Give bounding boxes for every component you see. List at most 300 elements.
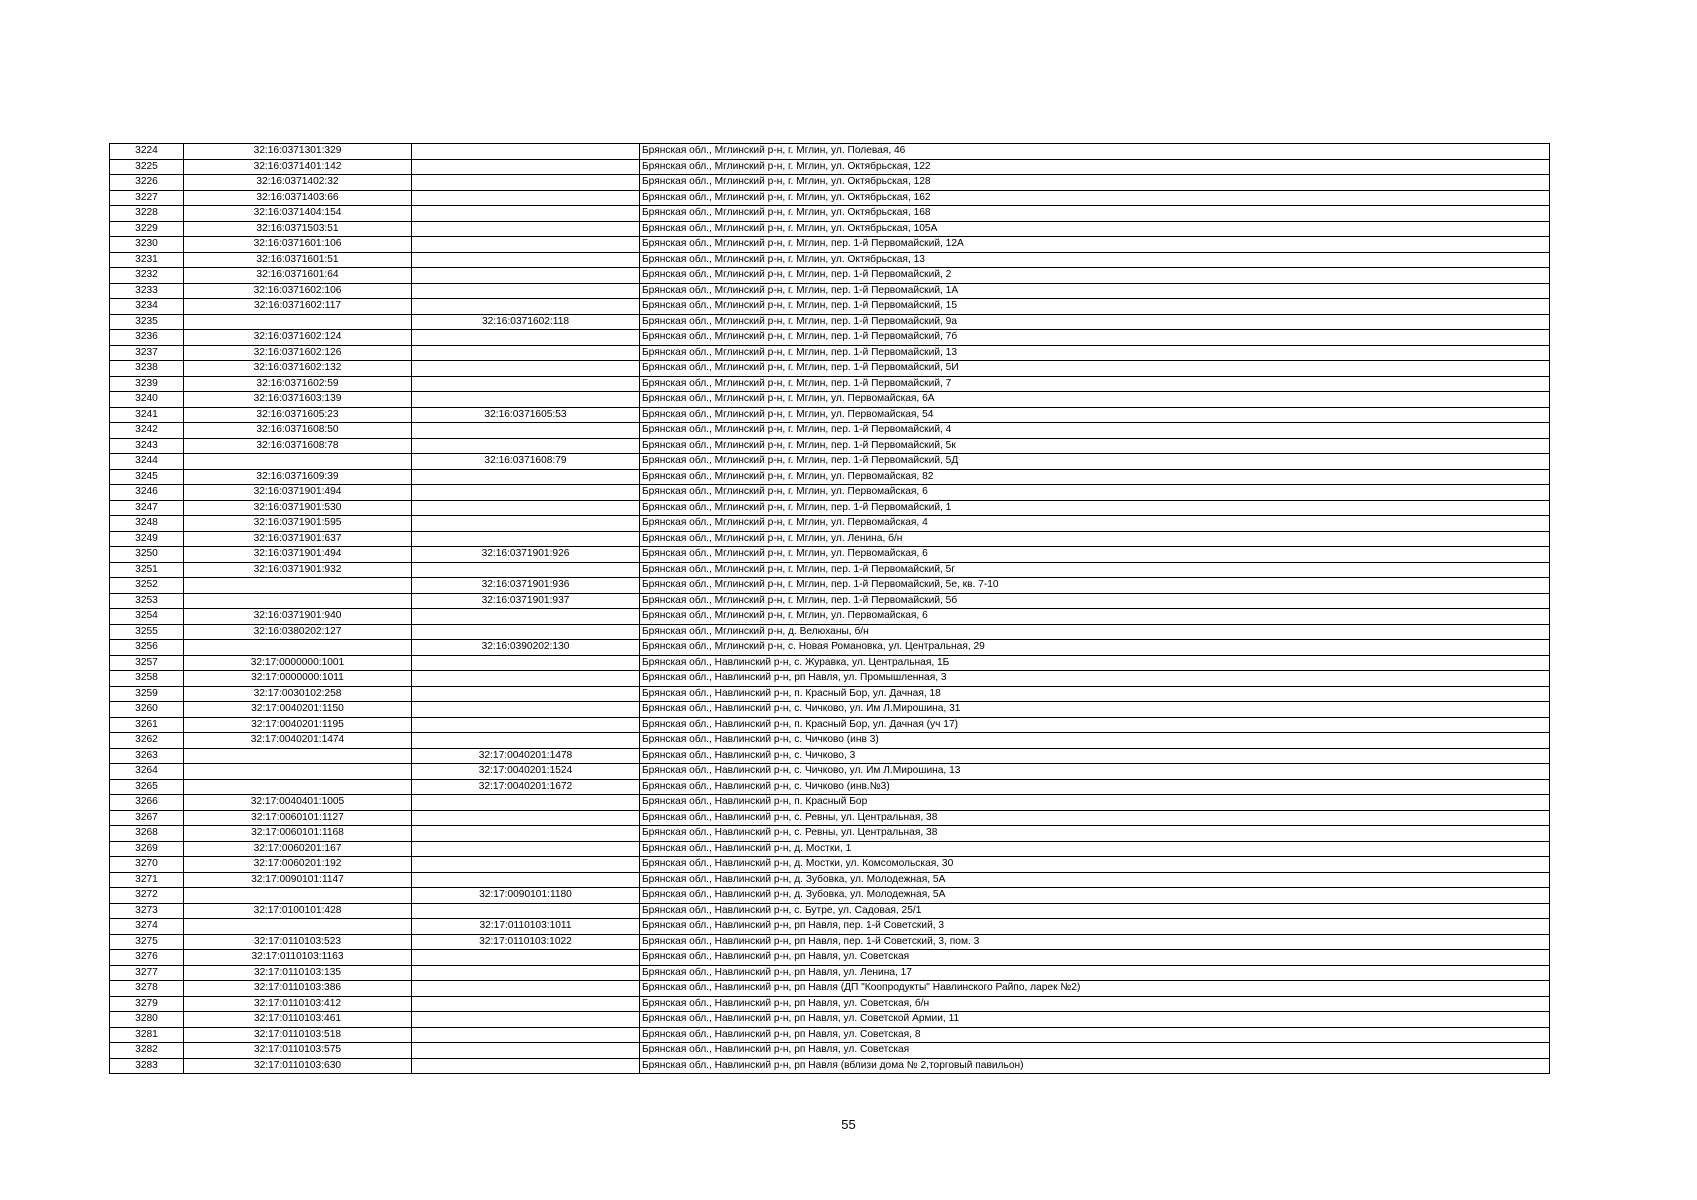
address-cell: Брянская обл., Мглинский р-н, г. Мглин, пер. 1-й Первомайский, 5И bbox=[640, 361, 1550, 377]
cadastral-number-cell bbox=[184, 748, 412, 764]
cadastral-number-cell: 32:17:0090101:1147 bbox=[184, 872, 412, 888]
cadastral-number-cell: 32:17:0110103:518 bbox=[184, 1027, 412, 1043]
related-cadastral-number-cell bbox=[412, 686, 640, 702]
row-number-cell: 3268 bbox=[110, 826, 184, 842]
row-number-cell: 3241 bbox=[110, 407, 184, 423]
row-number-cell: 3273 bbox=[110, 903, 184, 919]
related-cadastral-number-cell: 32:17:0090101:1180 bbox=[412, 888, 640, 904]
related-cadastral-number-cell: 32:17:0040201:1478 bbox=[412, 748, 640, 764]
address-cell: Брянская обл., Навлинский р-н, д. Зубовка, ул. Молодежная, 5А bbox=[640, 872, 1550, 888]
table-row bbox=[110, 376, 1550, 392]
cadastral-number-cell: 32:16:0371601:106 bbox=[184, 237, 412, 253]
row-number-cell: 3243 bbox=[110, 438, 184, 454]
cadastral-number-cell: 32:17:0060201:167 bbox=[184, 841, 412, 857]
row-number-cell: 3279 bbox=[110, 996, 184, 1012]
row-number-cell: 3264 bbox=[110, 764, 184, 780]
address-cell: Брянская обл., Мглинский р-н, г. Мглин, пер. 1-й Первомайский, 5е, кв. 7-10 bbox=[640, 578, 1550, 594]
related-cadastral-number-cell bbox=[412, 144, 640, 160]
address-cell: Брянская обл., Мглинский р-н, д. Велюханы, б/н bbox=[640, 624, 1550, 640]
address-cell: Брянская обл., Мглинский р-н, г. Мглин, ул. Октябрьская, 13 bbox=[640, 252, 1550, 268]
related-cadastral-number-cell bbox=[412, 671, 640, 687]
related-cadastral-number-cell bbox=[412, 981, 640, 997]
cadastral-number-cell: 32:17:0040201:1195 bbox=[184, 717, 412, 733]
cadastral-number-cell: 32:17:0110103:630 bbox=[184, 1058, 412, 1074]
table-row bbox=[110, 609, 1550, 625]
cadastral-number-cell: 32:16:0371402:32 bbox=[184, 175, 412, 191]
address-cell: Брянская обл., Навлинский р-н, рп Навля (ДП "Коопродукты" Навлинского Райпо, ларек №2) bbox=[640, 981, 1550, 997]
row-number-cell: 3277 bbox=[110, 965, 184, 981]
related-cadastral-number-cell bbox=[412, 996, 640, 1012]
related-cadastral-number-cell bbox=[412, 1058, 640, 1074]
table-row bbox=[110, 702, 1550, 718]
address-cell: Брянская обл., Мглинский р-н, г. Мглин, пер. 1-й Первомайский, 5Д bbox=[640, 454, 1550, 470]
row-number-cell: 3280 bbox=[110, 1012, 184, 1028]
cadastral-number-cell: 32:16:0371602:117 bbox=[184, 299, 412, 315]
table-row bbox=[110, 934, 1550, 950]
related-cadastral-number-cell: 32:16:0371901:926 bbox=[412, 547, 640, 563]
address-cell: Брянская обл., Мглинский р-н, г. Мглин, ул. Первомайская, 6 bbox=[640, 609, 1550, 625]
table-row bbox=[110, 237, 1550, 253]
address-cell: Брянская обл., Навлинский р-н, д. Мостки, 1 bbox=[640, 841, 1550, 857]
table-row bbox=[110, 919, 1550, 935]
related-cadastral-number-cell bbox=[412, 1043, 640, 1059]
table-row bbox=[110, 268, 1550, 284]
row-number-cell: 3282 bbox=[110, 1043, 184, 1059]
related-cadastral-number-cell bbox=[412, 857, 640, 873]
address-cell: Брянская обл., Мглинский р-н, г. Мглин, пер. 1-й Первомайский, 7б bbox=[640, 330, 1550, 346]
related-cadastral-number-cell bbox=[412, 795, 640, 811]
table-body bbox=[110, 144, 1550, 1074]
table-row bbox=[110, 469, 1550, 485]
table-row bbox=[110, 624, 1550, 640]
related-cadastral-number-cell bbox=[412, 376, 640, 392]
row-number-cell: 3232 bbox=[110, 268, 184, 284]
address-cell: Брянская обл., Навлинский р-н, с. Бутре, ул. Садовая, 25/1 bbox=[640, 903, 1550, 919]
cadastral-number-cell bbox=[184, 314, 412, 330]
cadastral-number-cell: 32:17:0110103:575 bbox=[184, 1043, 412, 1059]
table-row bbox=[110, 407, 1550, 423]
address-cell: Брянская обл., Навлинский р-н, рп Навля, пер. 1-й Советский, 3 bbox=[640, 919, 1550, 935]
row-number-cell: 3247 bbox=[110, 500, 184, 516]
table-row bbox=[110, 686, 1550, 702]
table-row bbox=[110, 903, 1550, 919]
row-number-cell: 3234 bbox=[110, 299, 184, 315]
address-cell: Брянская обл., Навлинский р-н, д. Зубовка, ул. Молодежная, 5А bbox=[640, 888, 1550, 904]
cadastral-number-cell: 32:16:0371603:139 bbox=[184, 392, 412, 408]
related-cadastral-number-cell bbox=[412, 438, 640, 454]
cadastral-number-cell bbox=[184, 764, 412, 780]
row-number-cell: 3276 bbox=[110, 950, 184, 966]
related-cadastral-number-cell: 32:16:0371608:79 bbox=[412, 454, 640, 470]
related-cadastral-number-cell bbox=[412, 841, 640, 857]
cadastral-number-cell: 32:16:0371602:126 bbox=[184, 345, 412, 361]
address-cell: Брянская обл., Навлинский р-н, п. Красный Бор bbox=[640, 795, 1550, 811]
table-row bbox=[110, 361, 1550, 377]
table-row bbox=[110, 764, 1550, 780]
address-cell: Брянская обл., Навлинский р-н, с. Журавка, ул. Центральная, 1Б bbox=[640, 655, 1550, 671]
table-row bbox=[110, 562, 1550, 578]
related-cadastral-number-cell bbox=[412, 299, 640, 315]
row-number-cell: 3228 bbox=[110, 206, 184, 222]
table-row bbox=[110, 500, 1550, 516]
row-number-cell: 3244 bbox=[110, 454, 184, 470]
address-cell: Брянская обл., Мглинский р-н, с. Новая Романовка, ул. Центральная, 29 bbox=[640, 640, 1550, 656]
address-cell: Брянская обл., Навлинский р-н, рп Навля, ул. Советская bbox=[640, 950, 1550, 966]
address-cell: Брянская обл., Навлинский р-н, п. Красный Бор, ул. Дачная (уч 17) bbox=[640, 717, 1550, 733]
table-row bbox=[110, 392, 1550, 408]
address-cell: Брянская обл., Навлинский р-н, рп Навля, ул. Советская, б/н bbox=[640, 996, 1550, 1012]
related-cadastral-number-cell bbox=[412, 345, 640, 361]
address-cell: Брянская обл., Мглинский р-н, г. Мглин, ул. Ленина, б/н bbox=[640, 531, 1550, 547]
table-row bbox=[110, 826, 1550, 842]
table-row bbox=[110, 516, 1550, 532]
related-cadastral-number-cell bbox=[412, 423, 640, 439]
table-row bbox=[110, 578, 1550, 594]
row-number-cell: 3256 bbox=[110, 640, 184, 656]
cadastral-number-cell: 32:16:0371602:132 bbox=[184, 361, 412, 377]
cadastral-number-cell: 32:17:0110103:1163 bbox=[184, 950, 412, 966]
related-cadastral-number-cell bbox=[412, 717, 640, 733]
address-cell: Брянская обл., Навлинский р-н, рп Навля, ул. Ленина, 17 bbox=[640, 965, 1550, 981]
cadastral-number-cell: 32:16:0371301:329 bbox=[184, 144, 412, 160]
table-row bbox=[110, 345, 1550, 361]
related-cadastral-number-cell bbox=[412, 702, 640, 718]
table-row bbox=[110, 779, 1550, 795]
related-cadastral-number-cell bbox=[412, 733, 640, 749]
page-number: 55 bbox=[841, 1117, 856, 1132]
row-number-cell: 3283 bbox=[110, 1058, 184, 1074]
cadastral-number-cell: 32:17:0110103:461 bbox=[184, 1012, 412, 1028]
row-number-cell: 3261 bbox=[110, 717, 184, 733]
row-number-cell: 3230 bbox=[110, 237, 184, 253]
table-row bbox=[110, 1027, 1550, 1043]
related-cadastral-number-cell: 32:17:0110103:1022 bbox=[412, 934, 640, 950]
cadastral-number-cell bbox=[184, 888, 412, 904]
row-number-cell: 3258 bbox=[110, 671, 184, 687]
address-cell: Брянская обл., Мглинский р-н, г. Мглин, пер. 1-й Первомайский, 5б bbox=[640, 593, 1550, 609]
row-number-cell: 3233 bbox=[110, 283, 184, 299]
related-cadastral-number-cell bbox=[412, 392, 640, 408]
row-number-cell: 3263 bbox=[110, 748, 184, 764]
cadastral-number-cell: 32:17:0040201:1474 bbox=[184, 733, 412, 749]
row-number-cell: 3270 bbox=[110, 857, 184, 873]
cadastral-number-cell: 32:16:0371602:124 bbox=[184, 330, 412, 346]
related-cadastral-number-cell bbox=[412, 237, 640, 253]
row-number-cell: 3236 bbox=[110, 330, 184, 346]
address-cell: Брянская обл., Мглинский р-н, г. Мглин, пер. 1-й Первомайский, 1А bbox=[640, 283, 1550, 299]
row-number-cell: 3262 bbox=[110, 733, 184, 749]
row-number-cell: 3249 bbox=[110, 531, 184, 547]
row-number-cell: 3252 bbox=[110, 578, 184, 594]
cadastral-number-cell: 32:17:0060101:1127 bbox=[184, 810, 412, 826]
related-cadastral-number-cell bbox=[412, 268, 640, 284]
cadastral-number-cell bbox=[184, 919, 412, 935]
address-cell: Брянская обл., Мглинский р-н, г. Мглин, ул. Первомайская, 82 bbox=[640, 469, 1550, 485]
address-cell: Брянская обл., Навлинский р-н, рп Навля (вблизи дома № 2,торговый павильон) bbox=[640, 1058, 1550, 1074]
address-cell: Брянская обл., Мглинский р-н, г. Мглин, пер. 1-й Первомайский, 4 bbox=[640, 423, 1550, 439]
related-cadastral-number-cell: 32:16:0371602:118 bbox=[412, 314, 640, 330]
table-row bbox=[110, 547, 1550, 563]
table-row bbox=[110, 996, 1550, 1012]
row-number-cell: 3239 bbox=[110, 376, 184, 392]
address-cell: Брянская обл., Мглинский р-н, г. Мглин, пер. 1-й Первомайский, 15 bbox=[640, 299, 1550, 315]
related-cadastral-number-cell bbox=[412, 500, 640, 516]
row-number-cell: 3266 bbox=[110, 795, 184, 811]
table-row bbox=[110, 748, 1550, 764]
table-row bbox=[110, 454, 1550, 470]
table-row bbox=[110, 655, 1550, 671]
table-row bbox=[110, 965, 1550, 981]
row-number-cell: 3250 bbox=[110, 547, 184, 563]
table-row bbox=[110, 314, 1550, 330]
address-cell: Брянская обл., Навлинский р-н, с. Чичково (инв.№3) bbox=[640, 779, 1550, 795]
related-cadastral-number-cell bbox=[412, 361, 640, 377]
row-number-cell: 3246 bbox=[110, 485, 184, 501]
related-cadastral-number-cell bbox=[412, 283, 640, 299]
row-number-cell: 3272 bbox=[110, 888, 184, 904]
row-number-cell: 3242 bbox=[110, 423, 184, 439]
table-row bbox=[110, 206, 1550, 222]
related-cadastral-number-cell: 32:17:0110103:1011 bbox=[412, 919, 640, 935]
related-cadastral-number-cell bbox=[412, 826, 640, 842]
cadastral-number-cell: 32:16:0371901:494 bbox=[184, 485, 412, 501]
cadastral-number-cell: 32:16:0371601:64 bbox=[184, 268, 412, 284]
address-cell: Брянская обл., Мглинский р-н, г. Мглин, пер. 1-й Первомайский, 7 bbox=[640, 376, 1550, 392]
row-number-cell: 3237 bbox=[110, 345, 184, 361]
table-row bbox=[110, 1058, 1550, 1074]
row-number-cell: 3267 bbox=[110, 810, 184, 826]
row-number-cell: 3251 bbox=[110, 562, 184, 578]
row-number-cell: 3269 bbox=[110, 841, 184, 857]
table-row bbox=[110, 795, 1550, 811]
address-cell: Брянская обл., Мглинский р-н, г. Мглин, ул. Октябрьская, 128 bbox=[640, 175, 1550, 191]
cadastral-number-cell: 32:16:0371403:66 bbox=[184, 190, 412, 206]
table-row bbox=[110, 531, 1550, 547]
address-cell: Брянская обл., Мглинский р-н, г. Мглин, пер. 1-й Первомайский, 9а bbox=[640, 314, 1550, 330]
cadastral-number-cell: 32:16:0371404:154 bbox=[184, 206, 412, 222]
row-number-cell: 3275 bbox=[110, 934, 184, 950]
cadastral-number-cell: 32:17:0110103:523 bbox=[184, 934, 412, 950]
related-cadastral-number-cell: 32:16:0371901:936 bbox=[412, 578, 640, 594]
address-cell: Брянская обл., Мглинский р-н, г. Мглин, ул. Первомайская, 6 bbox=[640, 547, 1550, 563]
table-row bbox=[110, 593, 1550, 609]
row-number-cell: 3240 bbox=[110, 392, 184, 408]
row-number-cell: 3278 bbox=[110, 981, 184, 997]
table-row bbox=[110, 1012, 1550, 1028]
address-cell: Брянская обл., Навлинский р-н, рп Навля, пер. 1-й Советский, 3, пом. 3 bbox=[640, 934, 1550, 950]
related-cadastral-number-cell bbox=[412, 965, 640, 981]
table-row bbox=[110, 438, 1550, 454]
row-number-cell: 3281 bbox=[110, 1027, 184, 1043]
table-row bbox=[110, 221, 1550, 237]
cadastral-number-cell: 32:16:0371601:51 bbox=[184, 252, 412, 268]
row-number-cell: 3231 bbox=[110, 252, 184, 268]
address-cell: Брянская обл., Мглинский р-н, г. Мглин, ул. Октябрьская, 122 bbox=[640, 159, 1550, 175]
table-row bbox=[110, 299, 1550, 315]
address-cell: Брянская обл., Мглинский р-н, г. Мглин, ул. Октябрьская, 105А bbox=[640, 221, 1550, 237]
address-cell: Брянская обл., Мглинский р-н, г. Мглин, пер. 1-й Первомайский, 1 bbox=[640, 500, 1550, 516]
cadastral-number-cell: 32:17:0110103:412 bbox=[184, 996, 412, 1012]
cadastral-number-cell: 32:16:0371608:50 bbox=[184, 423, 412, 439]
address-cell: Брянская обл., Навлинский р-н, с. Чичково, ул. Им Л.Мирошина, 31 bbox=[640, 702, 1550, 718]
row-number-cell: 3260 bbox=[110, 702, 184, 718]
cadastral-number-cell: 32:16:0371901:530 bbox=[184, 500, 412, 516]
address-cell: Брянская обл., Мглинский р-н, г. Мглин, пер. 1-й Первомайский, 5к bbox=[640, 438, 1550, 454]
table-row bbox=[110, 423, 1550, 439]
table-row bbox=[110, 810, 1550, 826]
cadastral-number-cell bbox=[184, 593, 412, 609]
cadastral-number-cell bbox=[184, 578, 412, 594]
table-row bbox=[110, 175, 1550, 191]
row-number-cell: 3248 bbox=[110, 516, 184, 532]
address-cell: Брянская обл., Навлинский р-н, рп Навля, ул. Советская bbox=[640, 1043, 1550, 1059]
address-cell: Брянская обл., Мглинский р-н, г. Мглин, ул. Первомайская, 4 bbox=[640, 516, 1550, 532]
related-cadastral-number-cell bbox=[412, 624, 640, 640]
cadastral-number-cell bbox=[184, 779, 412, 795]
related-cadastral-number-cell bbox=[412, 469, 640, 485]
address-cell: Брянская обл., Навлинский р-н, с. Ревны, ул. Центральная, 38 bbox=[640, 826, 1550, 842]
related-cadastral-number-cell: 32:17:0040201:1672 bbox=[412, 779, 640, 795]
address-cell: Брянская обл., Мглинский р-н, г. Мглин, ул. Октябрьская, 168 bbox=[640, 206, 1550, 222]
cadastral-number-cell: 32:16:0371608:78 bbox=[184, 438, 412, 454]
address-cell: Брянская обл., Мглинский р-н, г. Мглин, ул. Первомайская, 54 bbox=[640, 407, 1550, 423]
table-row bbox=[110, 888, 1550, 904]
related-cadastral-number-cell bbox=[412, 562, 640, 578]
related-cadastral-number-cell bbox=[412, 903, 640, 919]
cadastral-number-cell bbox=[184, 640, 412, 656]
table-row bbox=[110, 159, 1550, 175]
cadastral-number-cell: 32:16:0380202:127 bbox=[184, 624, 412, 640]
cadastral-number-cell: 32:17:0060101:1168 bbox=[184, 826, 412, 842]
address-cell: Брянская обл., Навлинский р-н, с. Ревны, ул. Центральная, 38 bbox=[640, 810, 1550, 826]
related-cadastral-number-cell bbox=[412, 531, 640, 547]
cadastral-table bbox=[109, 143, 1550, 1074]
row-number-cell: 3265 bbox=[110, 779, 184, 795]
cadastral-number-cell: 32:16:0371602:106 bbox=[184, 283, 412, 299]
row-number-cell: 3229 bbox=[110, 221, 184, 237]
table-row bbox=[110, 857, 1550, 873]
table-row bbox=[110, 950, 1550, 966]
row-number-cell: 3225 bbox=[110, 159, 184, 175]
address-cell: Брянская обл., Мглинский р-н, г. Мглин, ул. Первомайская, 6 bbox=[640, 485, 1550, 501]
related-cadastral-number-cell: 32:16:0371605:53 bbox=[412, 407, 640, 423]
cadastral-number-cell: 32:16:0371901:932 bbox=[184, 562, 412, 578]
table-row bbox=[110, 981, 1550, 997]
cadastral-number-cell: 32:16:0371609:39 bbox=[184, 469, 412, 485]
row-number-cell: 3255 bbox=[110, 624, 184, 640]
cadastral-number-cell: 32:17:0000000:1011 bbox=[184, 671, 412, 687]
related-cadastral-number-cell: 32:16:0390202:130 bbox=[412, 640, 640, 656]
related-cadastral-number-cell bbox=[412, 330, 640, 346]
cadastral-number-cell: 32:17:0060201:192 bbox=[184, 857, 412, 873]
address-cell: Брянская обл., Мглинский р-н, г. Мглин, ул. Полевая, 46 bbox=[640, 144, 1550, 160]
cadastral-number-cell: 32:16:0371901:940 bbox=[184, 609, 412, 625]
address-cell: Брянская обл., Мглинский р-н, г. Мглин, ул. Октябрьская, 162 bbox=[640, 190, 1550, 206]
table-row bbox=[110, 1043, 1550, 1059]
row-number-cell: 3253 bbox=[110, 593, 184, 609]
related-cadastral-number-cell: 32:16:0371901:937 bbox=[412, 593, 640, 609]
related-cadastral-number-cell bbox=[412, 190, 640, 206]
related-cadastral-number-cell bbox=[412, 655, 640, 671]
table-row bbox=[110, 717, 1550, 733]
cadastral-number-cell: 32:16:0371503:51 bbox=[184, 221, 412, 237]
address-cell: Брянская обл., Навлинский р-н, п. Красный Бор, ул. Дачная, 18 bbox=[640, 686, 1550, 702]
address-cell: Брянская обл., Мглинский р-н, г. Мглин, пер. 1-й Первомайский, 13 bbox=[640, 345, 1550, 361]
related-cadastral-number-cell bbox=[412, 159, 640, 175]
table-row bbox=[110, 872, 1550, 888]
cadastral-number-cell: 32:16:0371605:23 bbox=[184, 407, 412, 423]
table-row bbox=[110, 330, 1550, 346]
address-cell: Брянская обл., Мглинский р-н, г. Мглин, пер. 1-й Первомайский, 5г bbox=[640, 562, 1550, 578]
related-cadastral-number-cell bbox=[412, 950, 640, 966]
row-number-cell: 3226 bbox=[110, 175, 184, 191]
address-cell: Брянская обл., Мглинский р-н, г. Мглин, ул. Первомайская, 6А bbox=[640, 392, 1550, 408]
related-cadastral-number-cell bbox=[412, 221, 640, 237]
cadastral-number-cell: 32:17:0110103:386 bbox=[184, 981, 412, 997]
cadastral-number-cell: 32:17:0040401:1005 bbox=[184, 795, 412, 811]
cadastral-number-cell: 32:17:0110103:135 bbox=[184, 965, 412, 981]
cadastral-number-cell: 32:17:0000000:1001 bbox=[184, 655, 412, 671]
address-cell: Брянская обл., Мглинский р-н, г. Мглин, пер. 1-й Первомайский, 12А bbox=[640, 237, 1550, 253]
related-cadastral-number-cell bbox=[412, 175, 640, 191]
cadastral-number-cell: 32:17:0100101:428 bbox=[184, 903, 412, 919]
address-cell: Брянская обл., Навлинский р-н, рп Навля, ул. Советской Армии, 11 bbox=[640, 1012, 1550, 1028]
address-cell: Брянская обл., Навлинский р-н, рп Навля, ул. Промышленная, 3 bbox=[640, 671, 1550, 687]
row-number-cell: 3238 bbox=[110, 361, 184, 377]
row-number-cell: 3227 bbox=[110, 190, 184, 206]
related-cadastral-number-cell bbox=[412, 609, 640, 625]
row-number-cell: 3257 bbox=[110, 655, 184, 671]
table-row bbox=[110, 485, 1550, 501]
table-row bbox=[110, 283, 1550, 299]
row-number-cell: 3259 bbox=[110, 686, 184, 702]
address-cell: Брянская обл., Навлинский р-н, с. Чичково, 3 bbox=[640, 748, 1550, 764]
cadastral-number-cell: 32:17:0030102:258 bbox=[184, 686, 412, 702]
table-row bbox=[110, 841, 1550, 857]
related-cadastral-number-cell bbox=[412, 485, 640, 501]
table-row bbox=[110, 733, 1550, 749]
table-row bbox=[110, 190, 1550, 206]
address-cell: Брянская обл., Навлинский р-н, с. Чичково, ул. Им Л.Мирошина, 13 bbox=[640, 764, 1550, 780]
cadastral-number-cell: 32:16:0371401:142 bbox=[184, 159, 412, 175]
related-cadastral-number-cell bbox=[412, 252, 640, 268]
related-cadastral-number-cell bbox=[412, 1012, 640, 1028]
cadastral-number-cell bbox=[184, 454, 412, 470]
related-cadastral-number-cell bbox=[412, 206, 640, 222]
row-number-cell: 3224 bbox=[110, 144, 184, 160]
table-row bbox=[110, 252, 1550, 268]
table-row bbox=[110, 671, 1550, 687]
cadastral-number-cell: 32:16:0371901:595 bbox=[184, 516, 412, 532]
row-number-cell: 3274 bbox=[110, 919, 184, 935]
row-number-cell: 3254 bbox=[110, 609, 184, 625]
address-cell: Брянская обл., Навлинский р-н, рп Навля, ул. Советская, 8 bbox=[640, 1027, 1550, 1043]
cadastral-number-cell: 32:16:0371901:494 bbox=[184, 547, 412, 563]
related-cadastral-number-cell: 32:17:0040201:1524 bbox=[412, 764, 640, 780]
related-cadastral-number-cell bbox=[412, 1027, 640, 1043]
row-number-cell: 3235 bbox=[110, 314, 184, 330]
related-cadastral-number-cell bbox=[412, 516, 640, 532]
row-number-cell: 3245 bbox=[110, 469, 184, 485]
related-cadastral-number-cell bbox=[412, 872, 640, 888]
cadastral-number-cell: 32:17:0040201:1150 bbox=[184, 702, 412, 718]
table-row bbox=[110, 640, 1550, 656]
table-row bbox=[110, 144, 1550, 160]
row-number-cell: 3271 bbox=[110, 872, 184, 888]
related-cadastral-number-cell bbox=[412, 810, 640, 826]
cadastral-number-cell: 32:16:0371602:59 bbox=[184, 376, 412, 392]
cadastral-number-cell: 32:16:0371901:637 bbox=[184, 531, 412, 547]
